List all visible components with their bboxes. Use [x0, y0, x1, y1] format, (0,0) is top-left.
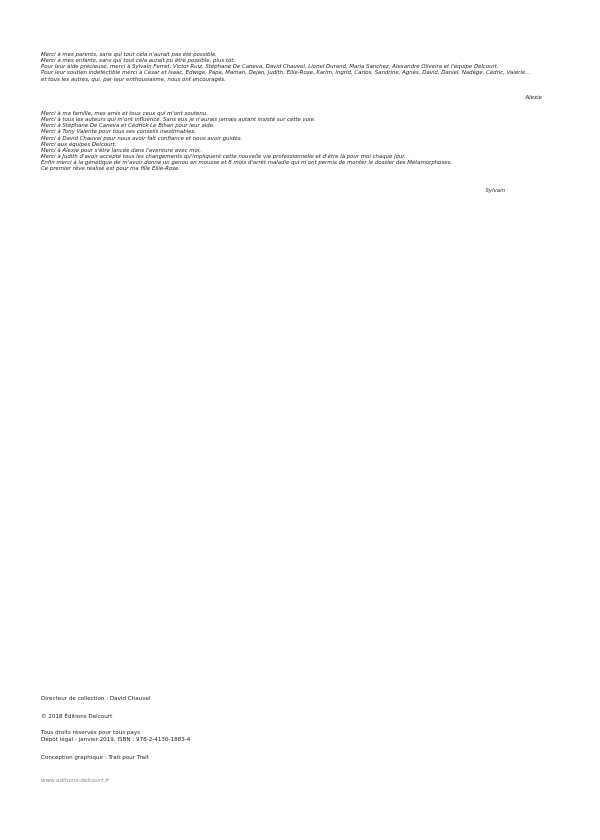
ack-line: Merci à Tony Valente pour tous ses conseils inestimables.: [41, 129, 196, 136]
legal-deposit: Dépôt légal : janvier 2019. ISBN : 978-2-4130-1883-4: [41, 737, 191, 743]
acknowledgments-alexie: [41, 52, 543, 83]
acknowledgments-sylvain: [41, 111, 543, 173]
ack-line: Merci à Judith d'avoir accepté tous les changements qu'impliquent cette nouvelle vie professionnelle et d'être là pour moi chaque jour.: [41, 154, 406, 161]
ack-line: Merci à David Chauvel pour nous avoir fait confiance et nous avoir guidés.: [41, 135, 243, 142]
ack-line: Merci aux équipes Delcourt.: [41, 141, 117, 148]
ack-line: Pour leur aide précieuse, merci à Sylvain Ferret, Victor Ruiz, Stéphane De Caneva, David Chauvel, Lionel Durand, Maria Sanchez, Alexandre Oliveira et l'équipe Delcourt.: [41, 64, 499, 71]
ack-line: Merci à Alexie pour s'être lancée dans l'aventure avec moi.: [41, 147, 202, 154]
ack-line: Merci à tous les auteurs qui m'ont influencé. Sans eux je n'aurais jamais autant insisté sur cette voie.: [41, 117, 316, 124]
signature-sylvain: Sylvain: [485, 188, 505, 194]
publisher-website-link[interactable]: www.editions-delcourt.fr: [41, 778, 110, 784]
rights-block: [41, 730, 190, 744]
signature-alexie: Alexie: [525, 95, 542, 101]
ack-line: Enfin merci à la génétique de m'avoir donné un genou en mousse et 8 mois d'arrêt maladie qui m'ont permis de monter le dossier des Métamorphoses.: [41, 160, 453, 167]
rights-reserved: Tous droits réservés pour tous pays: [41, 730, 141, 736]
ack-line: Merci à ma famille, mes amis et tous ceux qui m'ont soutenu.: [41, 111, 208, 117]
ack-line: Merci à Stéphane De Caneva et Cédrick Le Bihan pour leur aide.: [41, 123, 215, 130]
ack-line: Merci à mes parents, sans qui tout cela n'aurait pas été possible.: [41, 52, 217, 58]
ack-line: et tous les autres, qui, par leur enthousiasme, nous ont encouragés.: [41, 76, 226, 83]
collection-director: Directeur de collection : David Chauvel: [41, 696, 151, 702]
copyright-notice: © 2018 Éditions Delcourt: [41, 714, 113, 720]
graphic-design-credit: Conception graphique : Trait pour Trait: [41, 755, 149, 761]
ack-line: Ce premier rêve réalisé est pour ma fille Ellie-Rose.: [41, 166, 181, 173]
ack-line: Pour leur soutien indéfectible merci à César et Isaac, Edwige, Papa, Maman, Dejan, Judith, Ellie-Rose, Karim, Ingrid, Carlos, Sandrine, Agnès, David, Daniel, Nadège, Cédric, Valérie...: [41, 70, 531, 77]
ack-line: Merci à mes enfants, sans qui tout cela aurait pu être possible, plus tôt.: [41, 58, 236, 65]
